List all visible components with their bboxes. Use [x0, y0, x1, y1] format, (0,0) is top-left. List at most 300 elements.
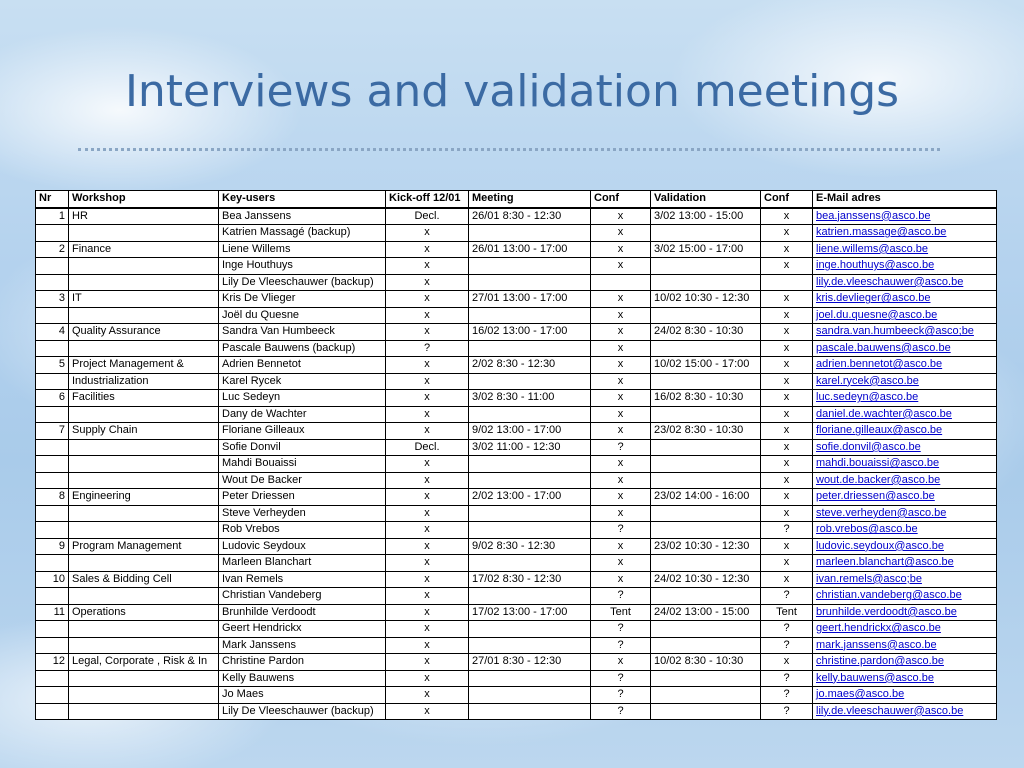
cell-nr	[36, 340, 69, 357]
cell-meeting-conf: x	[591, 307, 651, 324]
cell-validation-conf: x	[761, 654, 813, 671]
cell-validation	[651, 406, 761, 423]
cell-key-user: Steve Verheyden	[219, 505, 386, 522]
cell-workshop: Engineering	[69, 489, 219, 506]
cell-key-user: Floriane Gilleaux	[219, 423, 386, 440]
cell-validation	[651, 373, 761, 390]
cell-meeting-conf: ?	[591, 439, 651, 456]
cell-meeting-conf: ?	[591, 621, 651, 638]
cell-meeting-conf: ?	[591, 670, 651, 687]
cell-validation: 23/02 8:30 - 10:30	[651, 423, 761, 440]
cell-nr: 7	[36, 423, 69, 440]
cell-validation-conf: x	[761, 538, 813, 555]
header-kickoff: Kick-off 12/01	[386, 191, 469, 208]
cell-validation-conf: x	[761, 225, 813, 242]
cell-meeting-conf: ?	[591, 522, 651, 539]
table-row	[36, 390, 997, 407]
header-key-users: Key-users	[219, 191, 386, 208]
cell-key-user: Sandra Van Humbeeck	[219, 324, 386, 341]
cell-nr	[36, 637, 69, 654]
table-row	[36, 373, 997, 390]
cell-nr	[36, 703, 69, 720]
cell-workshop: Facilities	[69, 390, 219, 407]
table-row	[36, 439, 997, 456]
cell-validation	[651, 687, 761, 704]
cell-email[interactable]: christine.pardon@asco.be	[813, 654, 997, 671]
cell-kickoff: x	[386, 604, 469, 621]
cell-nr	[36, 225, 69, 242]
cell-meeting-conf: x	[591, 291, 651, 308]
cell-validation: 23/02 14:00 - 16:00	[651, 489, 761, 506]
cell-email[interactable]: peter.driessen@asco.be	[813, 489, 997, 506]
cell-workshop	[69, 670, 219, 687]
cell-kickoff: Decl.	[386, 208, 469, 225]
cell-workshop	[69, 456, 219, 473]
header-workshop: Workshop	[69, 191, 219, 208]
cell-key-user: Dany de Wachter	[219, 406, 386, 423]
cell-meeting-conf: x	[591, 538, 651, 555]
cell-validation-conf: ?	[761, 522, 813, 539]
cell-key-user: Luc Sedeyn	[219, 390, 386, 407]
cell-kickoff: x	[386, 241, 469, 258]
cell-validation	[651, 439, 761, 456]
cell-key-user: Marleen Blanchart	[219, 555, 386, 572]
cell-email[interactable]: mahdi.bouaissi@asco.be	[813, 456, 997, 473]
cell-validation-conf: x	[761, 456, 813, 473]
cell-workshop	[69, 340, 219, 357]
cell-key-user: Ivan Remels	[219, 571, 386, 588]
cell-validation: 24/02 13:00 - 15:00	[651, 604, 761, 621]
header-conf: Conf	[591, 191, 651, 208]
cell-validation	[651, 555, 761, 572]
cell-meeting-conf: x	[591, 241, 651, 258]
cell-email[interactable]: inge.houthuys@asco.be	[813, 258, 997, 275]
cell-meeting: 9/02 8:30 - 12:30	[469, 538, 591, 555]
cell-kickoff: x	[386, 456, 469, 473]
cell-meeting-conf: ?	[591, 588, 651, 605]
cell-workshop	[69, 637, 219, 654]
cell-kickoff: ?	[386, 340, 469, 357]
cell-nr	[36, 670, 69, 687]
cell-validation-conf: x	[761, 208, 813, 225]
cell-key-user: Pascale Bauwens (backup)	[219, 340, 386, 357]
cell-meeting-conf: x	[591, 340, 651, 357]
table-row	[36, 703, 997, 720]
cell-meeting-conf: x	[591, 373, 651, 390]
cell-validation-conf: x	[761, 423, 813, 440]
cell-workshop	[69, 406, 219, 423]
cell-kickoff: x	[386, 588, 469, 605]
cell-nr: 6	[36, 390, 69, 407]
cell-meeting: 3/02 8:30 - 11:00	[469, 390, 591, 407]
table-row	[36, 291, 997, 308]
cell-email[interactable]: floriane.gilleaux@asco.be	[813, 423, 997, 440]
cell-validation	[651, 670, 761, 687]
cell-workshop	[69, 307, 219, 324]
cell-validation	[651, 703, 761, 720]
cell-kickoff: x	[386, 571, 469, 588]
cell-workshop: Legal, Corporate , Risk & In	[69, 654, 219, 671]
cell-validation-conf: x	[761, 505, 813, 522]
cell-kickoff: x	[386, 324, 469, 341]
cell-meeting	[469, 274, 591, 291]
cell-meeting	[469, 307, 591, 324]
cell-meeting-conf: ?	[591, 687, 651, 704]
cell-nr: 9	[36, 538, 69, 555]
table-row	[36, 621, 997, 638]
table-row	[36, 456, 997, 473]
cell-validation-conf: x	[761, 489, 813, 506]
cell-workshop	[69, 258, 219, 275]
cell-kickoff: x	[386, 423, 469, 440]
cell-meeting-conf: x	[591, 472, 651, 489]
cell-kickoff: x	[386, 687, 469, 704]
cell-workshop: Project Management &	[69, 357, 219, 374]
cell-email[interactable]: lily.de.vleeschauwer@asco.be	[813, 703, 997, 720]
cell-meeting	[469, 505, 591, 522]
table-row	[36, 687, 997, 704]
cell-email[interactable]: ludovic.seydoux@asco.be	[813, 538, 997, 555]
cell-workshop	[69, 522, 219, 539]
cell-kickoff: x	[386, 472, 469, 489]
table-header-row	[36, 191, 997, 208]
cell-meeting	[469, 687, 591, 704]
cell-nr	[36, 621, 69, 638]
cell-workshop	[69, 703, 219, 720]
cell-meeting: 2/02 8:30 - 12:30	[469, 357, 591, 374]
header-nr: Nr	[36, 191, 69, 208]
table-row	[36, 588, 997, 605]
cell-email[interactable]: steve.verheyden@asco.be	[813, 505, 997, 522]
cell-workshop	[69, 621, 219, 638]
cell-nr	[36, 472, 69, 489]
header-validation: Validation	[651, 191, 761, 208]
cell-validation: 10/02 8:30 - 10:30	[651, 654, 761, 671]
cell-email[interactable]: pascale.bauwens@asco.be	[813, 340, 997, 357]
cell-email[interactable]: daniel.de.wachter@asco.be	[813, 406, 997, 423]
cell-meeting: 27/01 13:00 - 17:00	[469, 291, 591, 308]
cell-email[interactable]: geert.hendrickx@asco.be	[813, 621, 997, 638]
table-row	[36, 637, 997, 654]
cell-meeting-conf: x	[591, 423, 651, 440]
cell-validation	[651, 621, 761, 638]
cell-key-user: Jo Maes	[219, 687, 386, 704]
cell-workshop	[69, 555, 219, 572]
cell-nr: 10	[36, 571, 69, 588]
cell-key-user: Ludovic Seydoux	[219, 538, 386, 555]
cell-kickoff: x	[386, 637, 469, 654]
cell-validation-conf: x	[761, 472, 813, 489]
cell-validation	[651, 637, 761, 654]
table-row	[36, 505, 997, 522]
cell-meeting-conf: x	[591, 390, 651, 407]
cell-meeting	[469, 588, 591, 605]
cell-meeting: 2/02 13:00 - 17:00	[469, 489, 591, 506]
cell-email[interactable]: rob.vrebos@asco.be	[813, 522, 997, 539]
cell-validation-conf: x	[761, 241, 813, 258]
table-row	[36, 522, 997, 539]
cell-validation: 10/02 10:30 - 12:30	[651, 291, 761, 308]
cell-validation	[651, 225, 761, 242]
table-row	[36, 241, 997, 258]
cell-key-user: Mark Janssens	[219, 637, 386, 654]
cell-kickoff: x	[386, 538, 469, 555]
cell-kickoff: x	[386, 505, 469, 522]
cell-nr	[36, 505, 69, 522]
cell-meeting	[469, 621, 591, 638]
cell-key-user: Rob Vrebos	[219, 522, 386, 539]
cell-kickoff: x	[386, 373, 469, 390]
cell-validation	[651, 456, 761, 473]
cell-validation-conf: ?	[761, 637, 813, 654]
header-conf-validation: Conf	[761, 191, 813, 208]
cell-validation-conf: x	[761, 340, 813, 357]
cell-validation-conf: x	[761, 258, 813, 275]
cell-validation-conf: ?	[761, 588, 813, 605]
cell-nr	[36, 555, 69, 572]
cell-kickoff: x	[386, 555, 469, 572]
cell-nr	[36, 456, 69, 473]
cell-nr: 12	[36, 654, 69, 671]
cell-key-user: Geert Hendrickx	[219, 621, 386, 638]
cell-kickoff: x	[386, 258, 469, 275]
cell-validation: 3/02 13:00 - 15:00	[651, 208, 761, 225]
table-row	[36, 489, 997, 506]
cell-validation-conf: x	[761, 291, 813, 308]
cell-nr	[36, 274, 69, 291]
cell-meeting-conf: Tent	[591, 604, 651, 621]
table-row	[36, 555, 997, 572]
cell-validation	[651, 258, 761, 275]
header-meeting: Meeting	[469, 191, 591, 208]
cell-email[interactable]: christian.vandeberg@asco.be	[813, 588, 997, 605]
cell-validation-conf	[761, 274, 813, 291]
meetings-table	[35, 190, 997, 720]
cell-meeting-conf: x	[591, 456, 651, 473]
cell-kickoff: x	[386, 406, 469, 423]
table-row	[36, 538, 997, 555]
cell-workshop	[69, 588, 219, 605]
cell-workshop	[69, 274, 219, 291]
cell-key-user: Kris De Vlieger	[219, 291, 386, 308]
cell-key-user: Christian Vandeberg	[219, 588, 386, 605]
cell-validation-conf: ?	[761, 621, 813, 638]
cell-meeting-conf: x	[591, 505, 651, 522]
cell-key-user: Bea Janssens	[219, 208, 386, 225]
cell-workshop: Program Management	[69, 538, 219, 555]
cell-key-user: Lily De Vleeschauwer (backup)	[219, 703, 386, 720]
cell-key-user: Sofie Donvil	[219, 439, 386, 456]
table-row	[36, 406, 997, 423]
cell-nr	[36, 373, 69, 390]
cell-kickoff: x	[386, 274, 469, 291]
cell-nr: 3	[36, 291, 69, 308]
table-row	[36, 604, 997, 621]
cell-email[interactable]: bea.janssens@asco.be	[813, 208, 997, 225]
title-divider	[78, 148, 940, 151]
cell-meeting-conf	[591, 274, 651, 291]
cell-meeting	[469, 340, 591, 357]
cell-meeting-conf: x	[591, 654, 651, 671]
cell-meeting-conf: x	[591, 357, 651, 374]
cell-nr	[36, 522, 69, 539]
cell-kickoff: x	[386, 654, 469, 671]
cell-validation-conf: x	[761, 555, 813, 572]
cell-meeting	[469, 456, 591, 473]
cell-meeting: 16/02 13:00 - 17:00	[469, 324, 591, 341]
cell-validation	[651, 588, 761, 605]
cell-email[interactable]: adrien.bennetot@asco.be	[813, 357, 997, 374]
cell-nr	[36, 258, 69, 275]
cell-validation	[651, 505, 761, 522]
cell-validation: 23/02 10:30 - 12:30	[651, 538, 761, 555]
cell-kickoff: x	[386, 703, 469, 720]
header-email: E-Mail adres	[813, 191, 997, 208]
cell-email[interactable]: katrien.massage@asco.be	[813, 225, 997, 242]
cell-email[interactable]: kris.devlieger@asco.be	[813, 291, 997, 308]
cell-meeting	[469, 555, 591, 572]
cell-key-user: Christine Pardon	[219, 654, 386, 671]
cell-validation: 24/02 10:30 - 12:30	[651, 571, 761, 588]
cell-validation: 16/02 8:30 - 10:30	[651, 390, 761, 407]
cell-kickoff: x	[386, 390, 469, 407]
table-row	[36, 423, 997, 440]
cell-workshop: Operations	[69, 604, 219, 621]
cell-meeting-conf: ?	[591, 703, 651, 720]
cell-meeting: 3/02 11:00 - 12:30	[469, 439, 591, 456]
cell-key-user: Karel Rycek	[219, 373, 386, 390]
cell-key-user: Kelly Bauwens	[219, 670, 386, 687]
cell-kickoff: x	[386, 489, 469, 506]
cell-email[interactable]: liene.willems@asco.be	[813, 241, 997, 258]
cell-email[interactable]: ivan.remels@asco;be	[813, 571, 997, 588]
cell-validation-conf: x	[761, 439, 813, 456]
cell-workshop	[69, 439, 219, 456]
cell-kickoff: Decl.	[386, 439, 469, 456]
cell-workshop: Finance	[69, 241, 219, 258]
cell-validation	[651, 340, 761, 357]
cell-workshop: Industrialization	[69, 373, 219, 390]
cell-nr	[36, 406, 69, 423]
cell-key-user: Mahdi Bouaissi	[219, 456, 386, 473]
cell-kickoff: x	[386, 357, 469, 374]
cell-kickoff: x	[386, 307, 469, 324]
cell-key-user: Joël du Quesne	[219, 307, 386, 324]
table-row	[36, 307, 997, 324]
table-row	[36, 670, 997, 687]
cell-workshop	[69, 687, 219, 704]
cell-validation-conf: ?	[761, 703, 813, 720]
cell-meeting	[469, 637, 591, 654]
cell-kickoff: x	[386, 522, 469, 539]
table-row	[36, 208, 997, 225]
cell-nr	[36, 687, 69, 704]
cell-meeting: 17/02 13:00 - 17:00	[469, 604, 591, 621]
cell-validation-conf: x	[761, 406, 813, 423]
cell-validation-conf: x	[761, 373, 813, 390]
cell-validation-conf: x	[761, 390, 813, 407]
cell-meeting: 26/01 8:30 - 12:30	[469, 208, 591, 225]
cell-nr: 1	[36, 208, 69, 225]
cell-workshop: IT	[69, 291, 219, 308]
cell-workshop	[69, 225, 219, 242]
cell-email[interactable]: sofie.donvil@asco.be	[813, 439, 997, 456]
table-row	[36, 571, 997, 588]
cell-workshop	[69, 472, 219, 489]
cell-meeting: 17/02 8:30 - 12:30	[469, 571, 591, 588]
cell-email[interactable]: brunhilde.verdoodt@asco.be	[813, 604, 997, 621]
cell-meeting-conf: x	[591, 406, 651, 423]
cell-validation: 3/02 15:00 - 17:00	[651, 241, 761, 258]
cell-email[interactable]: wout.de.backer@asco.be	[813, 472, 997, 489]
cell-workshop: Supply Chain	[69, 423, 219, 440]
cell-meeting-conf: x	[591, 324, 651, 341]
cell-email[interactable]: joel.du.quesne@asco.be	[813, 307, 997, 324]
cell-nr: 2	[36, 241, 69, 258]
cell-email[interactable]: sandra.van.humbeeck@asco;be	[813, 324, 997, 341]
cell-validation	[651, 307, 761, 324]
cell-workshop: Quality Assurance	[69, 324, 219, 341]
cell-kickoff: x	[386, 225, 469, 242]
cell-validation-conf: x	[761, 324, 813, 341]
cell-validation: 24/02 8:30 - 10:30	[651, 324, 761, 341]
cell-email[interactable]: marleen.blanchart@asco.be	[813, 555, 997, 572]
cell-email[interactable]: lily.de.vleeschauwer@asco.be	[813, 274, 997, 291]
cell-meeting	[469, 406, 591, 423]
table-row	[36, 340, 997, 357]
cell-kickoff: x	[386, 621, 469, 638]
cell-validation-conf: x	[761, 357, 813, 374]
cell-meeting-conf: x	[591, 258, 651, 275]
cell-email[interactable]: luc.sedeyn@asco.be	[813, 390, 997, 407]
cell-meeting: 27/01 8:30 - 12:30	[469, 654, 591, 671]
cell-email[interactable]: jo.maes@asco.be	[813, 687, 997, 704]
cell-key-user: Inge Houthuys	[219, 258, 386, 275]
cell-key-user: Peter Driessen	[219, 489, 386, 506]
cell-meeting-conf: x	[591, 489, 651, 506]
cell-workshop: HR	[69, 208, 219, 225]
cell-kickoff: x	[386, 291, 469, 308]
cell-email[interactable]: kelly.bauwens@asco.be	[813, 670, 997, 687]
cell-meeting-conf: x	[591, 225, 651, 242]
cell-email[interactable]: mark.janssens@asco.be	[813, 637, 997, 654]
cell-key-user: Liene Willems	[219, 241, 386, 258]
cell-meeting	[469, 522, 591, 539]
cell-meeting	[469, 225, 591, 242]
cell-meeting	[469, 670, 591, 687]
table-row	[36, 274, 997, 291]
cell-validation-conf: Tent	[761, 604, 813, 621]
cell-nr: 5	[36, 357, 69, 374]
cell-meeting-conf: x	[591, 571, 651, 588]
cell-meeting-conf: x	[591, 555, 651, 572]
cell-key-user: Brunhilde Verdoodt	[219, 604, 386, 621]
cell-nr	[36, 588, 69, 605]
cell-validation	[651, 522, 761, 539]
cell-meeting: 26/01 13:00 - 17:00	[469, 241, 591, 258]
cell-validation-conf: x	[761, 307, 813, 324]
table-row	[36, 357, 997, 374]
table-row	[36, 258, 997, 275]
cell-meeting	[469, 258, 591, 275]
cell-meeting	[469, 373, 591, 390]
cell-validation: 10/02 15:00 - 17:00	[651, 357, 761, 374]
cell-validation	[651, 472, 761, 489]
table-row	[36, 472, 997, 489]
cell-email[interactable]: karel.rycek@asco.be	[813, 373, 997, 390]
cell-validation-conf: ?	[761, 670, 813, 687]
cell-nr	[36, 439, 69, 456]
